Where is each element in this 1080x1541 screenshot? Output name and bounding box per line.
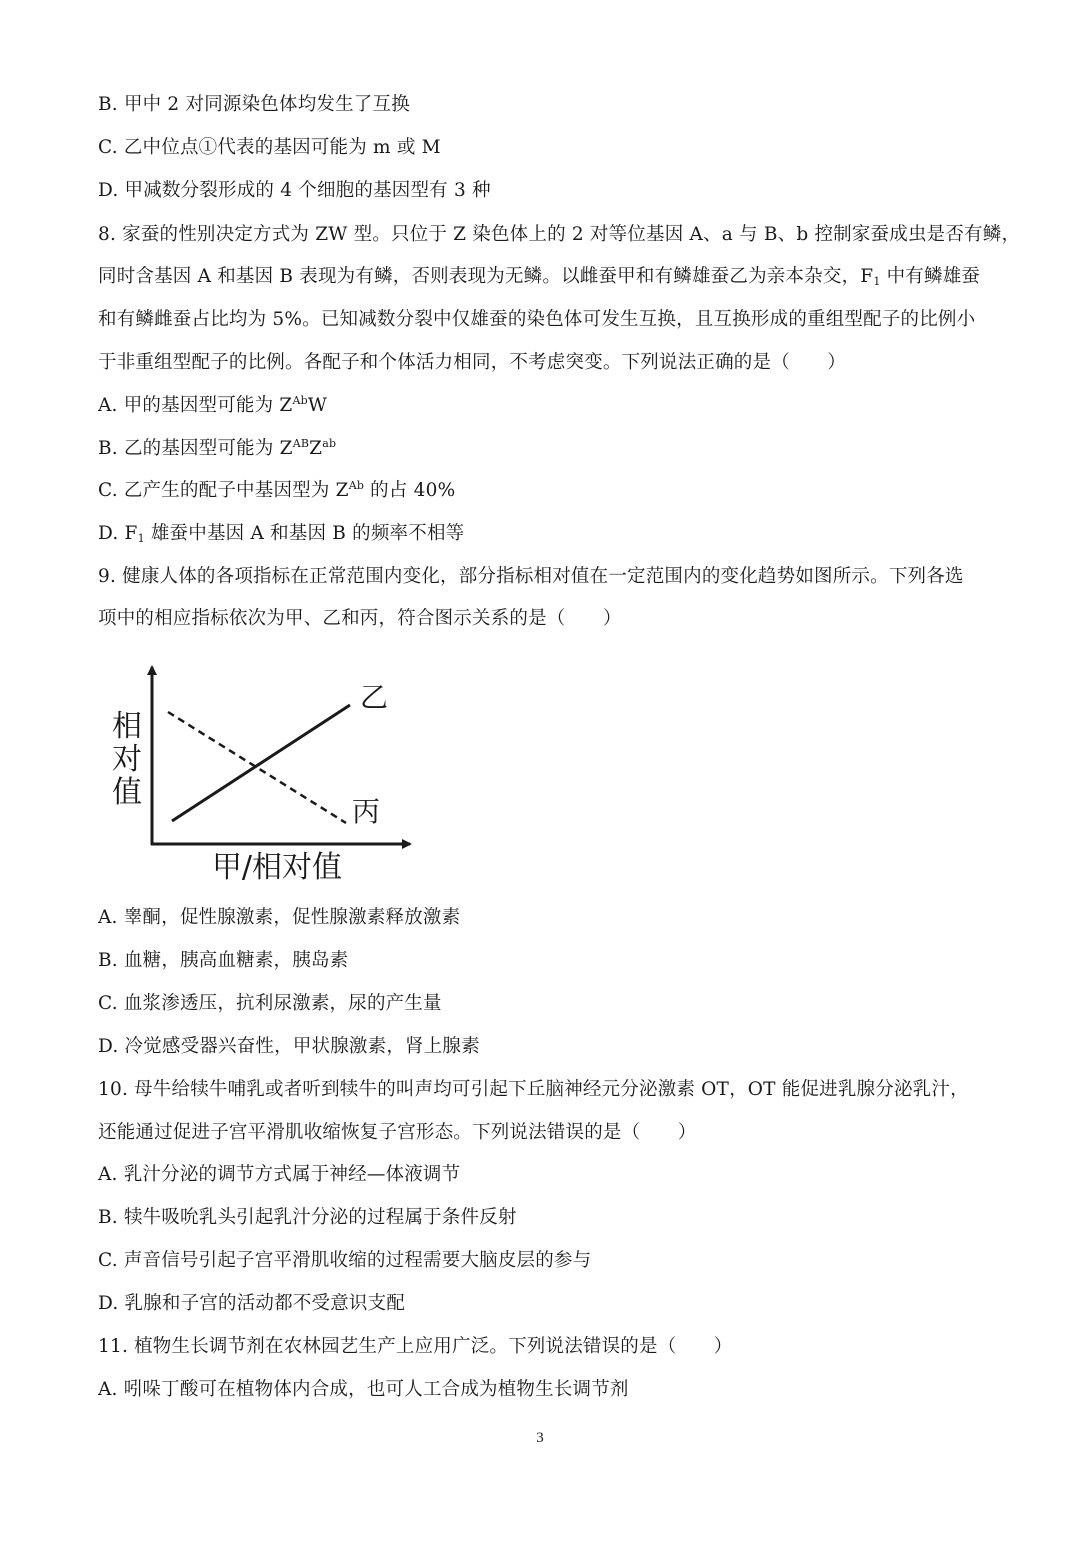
q10-stem-line-1: 10. 母牛给犊牛哺乳或者听到犊牛的叫声均可引起下丘脑神经元分泌激素 OT，OT 能促进乳腺分泌乳汁， [98,1079,969,1100]
y-axis-label-char-3: 值 [112,775,142,810]
q9-option-a: A. 睾酮，促性腺激素，促性腺激素释放激素 [98,907,461,928]
q7-option-d: D. 甲减数分裂形成的 4 个细胞的基因型有 3 种 [98,180,491,201]
q8-stem-line-2: 同时含基因 A 和基因 B 表现为有鳞，否则表现为无鳞。以雌蚕甲和有鳞雄蚕乙为亲本杂交，$F_1$ 中有鳞雄蚕 [98,266,981,288]
q8-stem-line-1: 8. 家蚕的性别决定方式为 ZW 型。只位于 Z 染色体上的 2 对等位基因 A、a 与 B、b 控制家蚕成虫是否有鳞， [98,224,1021,245]
q11-option-a: A. 吲哚丁酸可在植物体内合成，也可人工合成为植物生长调节剂 [98,1379,629,1400]
q8-option-b: B. 乙的基因型可能为 $Z^{AB}Z^{ab}$ [98,437,337,459]
label-yi: 乙 [360,681,389,714]
q9-stem-line-1: 9. 健康人体的各项指标在正常范围内变化，部分指标相对值在一定范围内的变化趋势如图所示。下列各选 [98,566,964,587]
q10-option-b: B. 犊牛吸吮乳头引起乳汁分泌的过程属于条件反射 [98,1207,517,1228]
q7-option-b: B. 甲中 2 对同源染色体均发生了互换 [98,94,410,115]
q10-option-c: C. 声音信号引起子宫平滑肌收缩的过程需要大脑皮层的参与 [98,1250,592,1271]
y-axis-label-char-1: 相 [112,709,142,744]
q9-option-c: C. 血浆渗透压，抗利尿激素，尿的产生量 [98,993,442,1014]
q8-option-c: C. 乙产生的配子中基因型为 $Z^{Ab}$ 的占 40% [98,479,456,501]
page-number: 3 [536,1430,544,1446]
q10-stem-line-2: 还能通过促进子宫平滑肌收缩恢复子宫形态。下列说法错误的是（ ） [98,1122,697,1143]
q10-option-d: D. 乳腺和子宫的活动都不受意识支配 [98,1293,406,1314]
q8-stem-line-4: 于非重组型配子的比例。各配子和个体活力相同，不考虑突变。下列说法正确的是（ ） [98,352,847,373]
q11-stem: 11. 植物生长调节剂在农林园艺生产上应用广泛。下列说法错误的是（ ） [98,1336,733,1357]
line-yi [172,705,350,821]
q9-option-b: B. 血糖，胰高血糖素，胰岛素 [98,950,349,971]
q8-option-a: A. 甲的基因型可能为 $Z^{Ab}W$ [98,394,328,416]
q9-stem-line-2: 项中的相应指标依次为甲、乙和丙，符合图示关系的是（ ） [98,608,622,629]
x-axis-label: 甲/相对值 [211,850,343,885]
label-bing: 丙 [352,795,381,828]
q10-option-a: A. 乳汁分泌的调节方式属于神经—体液调节 [98,1164,461,1185]
q9-option-d: D. 冷觉感受器兴奋性，甲状腺激素，肾上腺素 [98,1036,480,1057]
q8-stem-line-3: 和有鳞雌蚕占比均为 5%。已知减数分裂中仅雄蚕的染色体可发生互换，且互换形成的重组型配子的比例小 [98,309,976,330]
q7-option-c: C. 乙中位点①代表的基因可能为 m 或 M [98,137,441,158]
q9-graph [100,655,430,890]
q9-figure [100,655,430,890]
q8-option-d: D. $F_1$ 雄蚕中基因 A 和基因 B 的频率不相等 [98,523,465,545]
y-axis-label-char-2: 对 [112,742,142,777]
